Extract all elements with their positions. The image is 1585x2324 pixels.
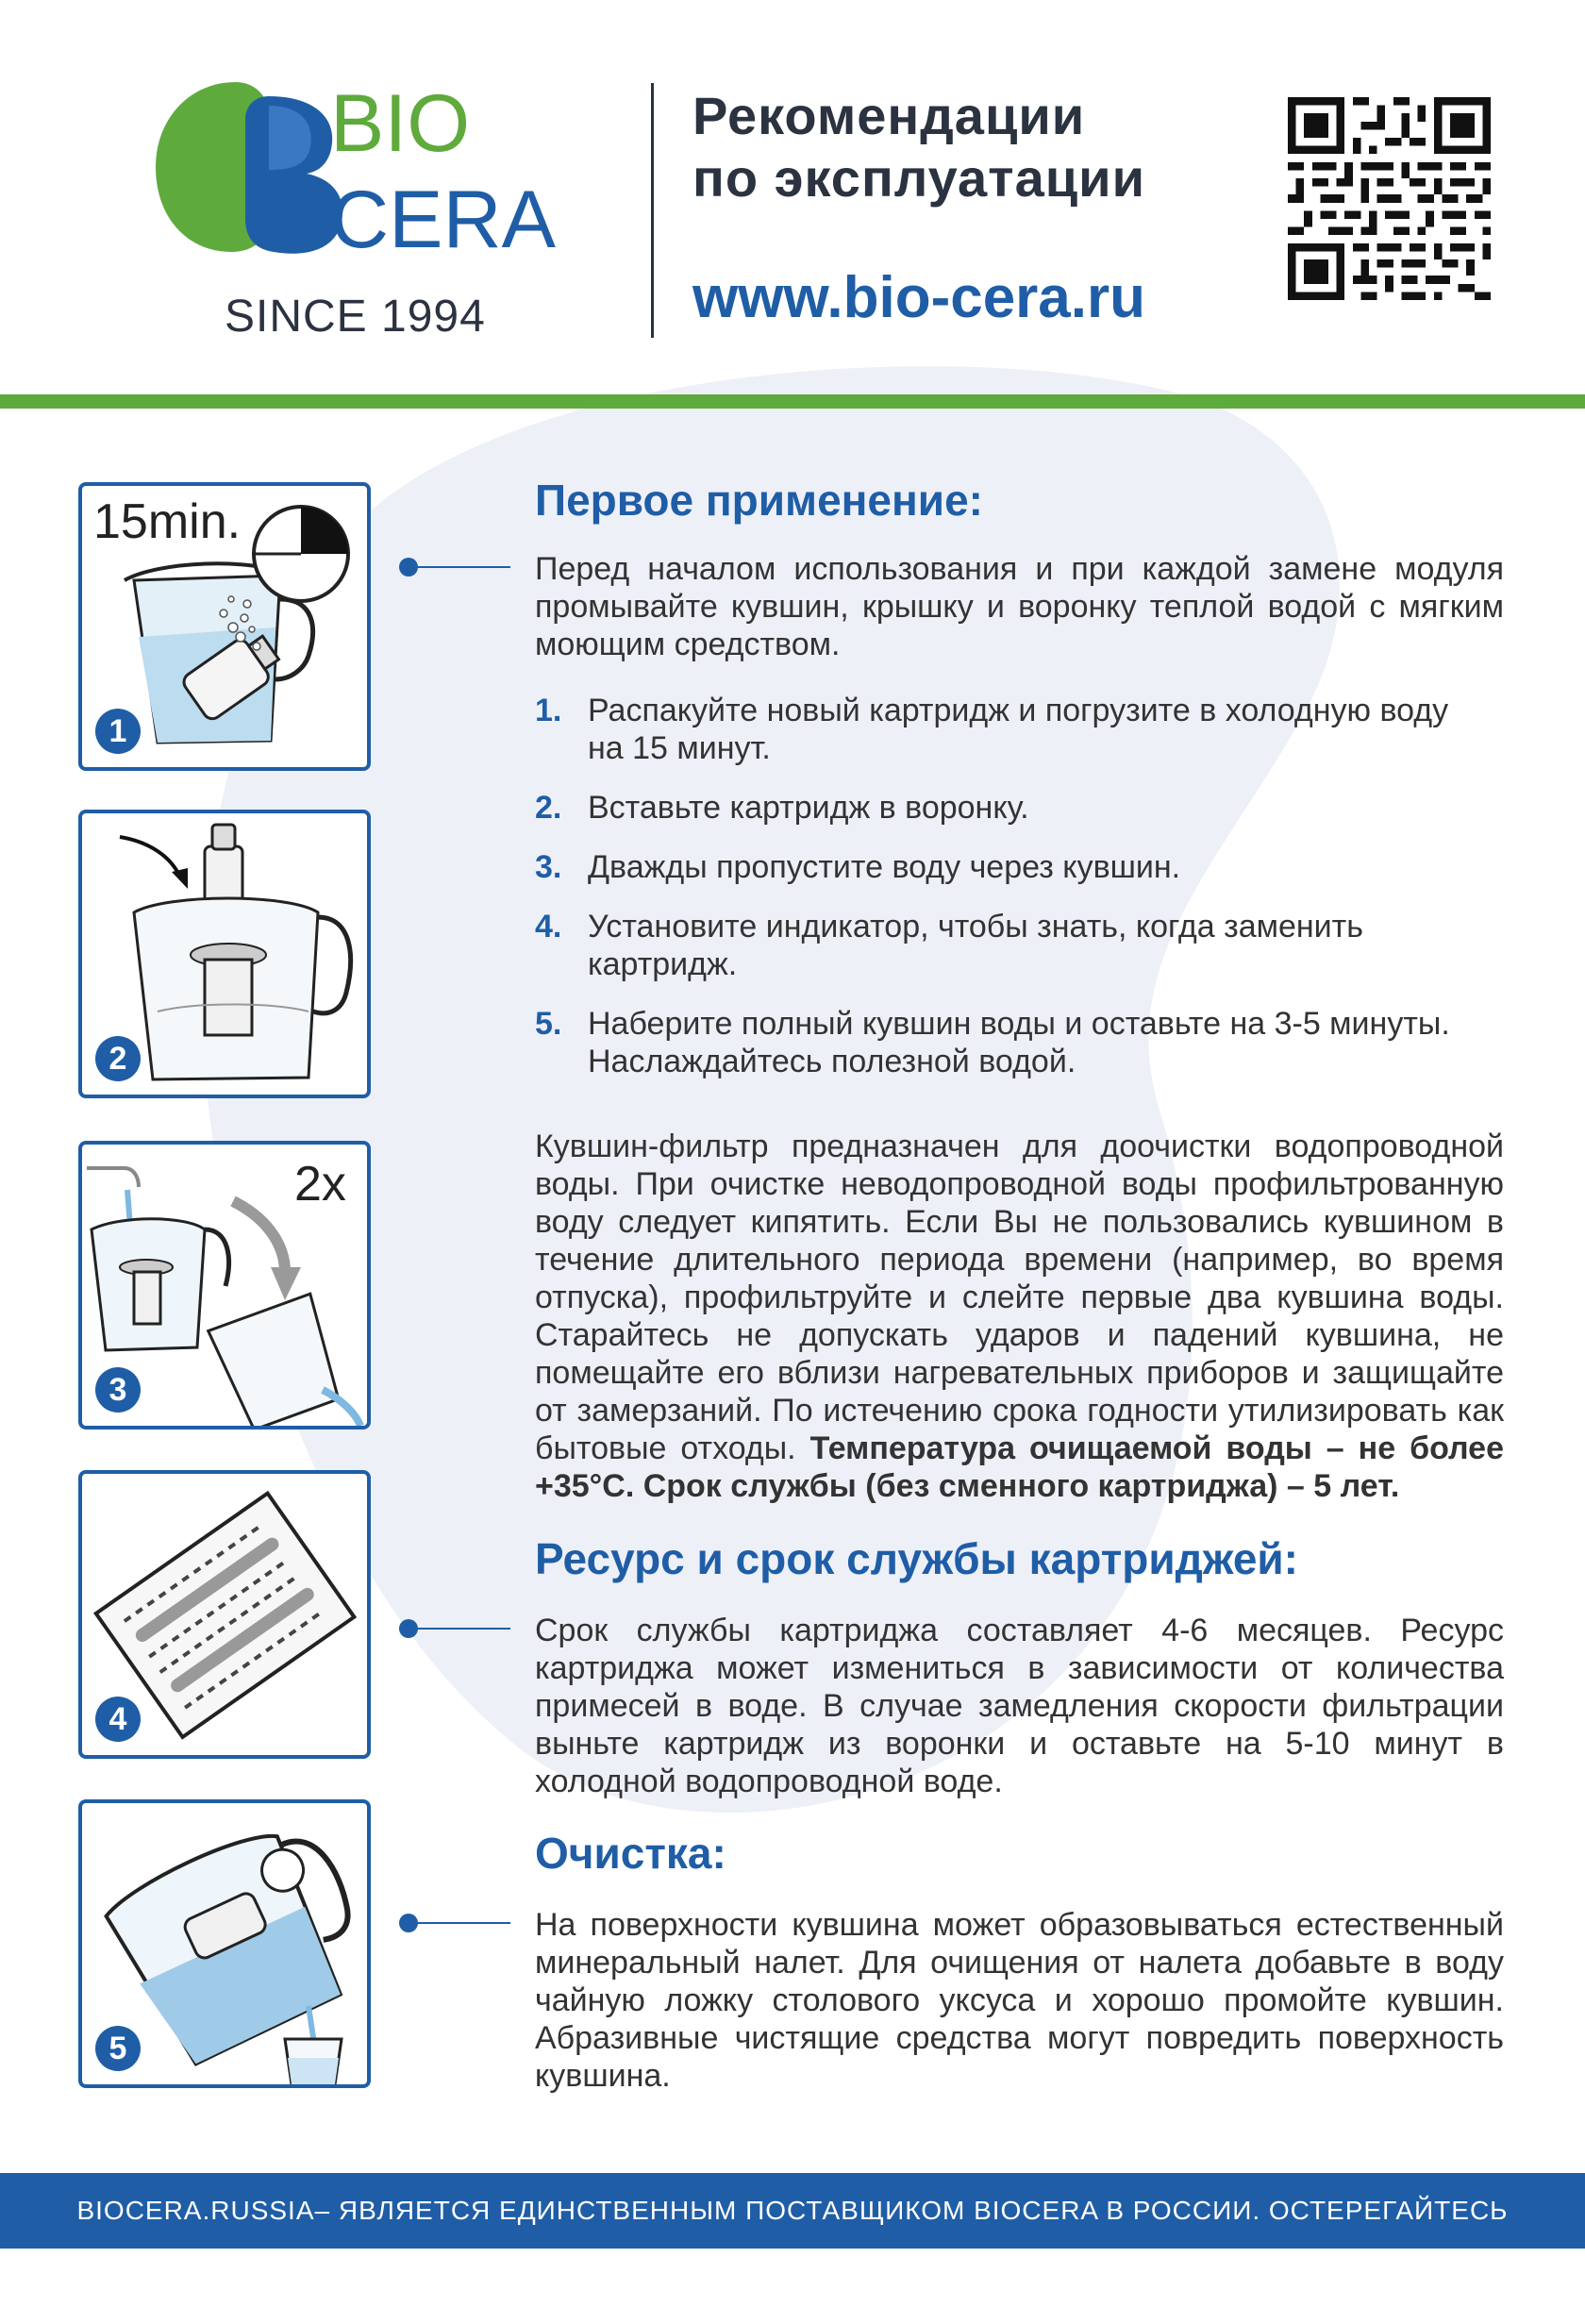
step-num: 3. bbox=[535, 849, 562, 885]
first-use-body-text: Кувшин-фильтр предназначен для доочистки водопроводной воды. При очистке неводопроводной воды профильтрованную воду следует кипятить. Если Вы не пользовались кувшином в течение длительного периода времени (например, во время отпуска), профильтруйте и слейте первые два кувшина воды. Старайтесь не допускать ударов и падений кувшина, не помещайте его вблизи нагревательных приборов и защищайте от замерзаний. По истечению срока годности утилизировать как бытовые отходы. bbox=[535, 1129, 1504, 1466]
list-item bbox=[535, 848, 1478, 886]
first-use-body-bold: Температура очищаемой воды – не более +35°С. Срок службы (без сменного картриджа) – 5 лет. bbox=[535, 1430, 1504, 1504]
step-number-badge: 3 bbox=[95, 1367, 141, 1413]
step-panel-2 bbox=[78, 810, 371, 1098]
step-num: 4. bbox=[535, 909, 562, 945]
step-panel-5 bbox=[78, 1799, 371, 2088]
step-number-badge: 2 bbox=[95, 1036, 141, 1081]
repeat-count-label: 2x bbox=[294, 1157, 346, 1212]
qr-code-icon[interactable] bbox=[1288, 97, 1491, 300]
connector-cleaning bbox=[399, 1914, 512, 1934]
resource-text: Срок службы картриджа составляет 4-6 месяцев. Ресурс картриджа может измениться в зависимости от количества примесей в воде. В случае замедления скорости фильтрации выньте картридж из воронки и оставьте на 5-10 минут в холодной водопроводной воде. bbox=[535, 1613, 1504, 1799]
title-line-2: по эксплуатации bbox=[692, 148, 1146, 208]
logo-bio: BIO bbox=[330, 78, 471, 169]
step-text: Вставьте картридж в воронку. bbox=[588, 790, 1029, 826]
page-title bbox=[692, 85, 1145, 209]
section-title-first-use: Первое применение: bbox=[535, 476, 983, 525]
step-panel-1 bbox=[78, 482, 371, 771]
header-green-bar bbox=[0, 394, 1585, 409]
website-link[interactable]: www.bio-cera.ru bbox=[692, 265, 1146, 330]
step-panel-4 bbox=[78, 1470, 371, 1759]
step-num: 1. bbox=[535, 693, 562, 728]
first-use-body bbox=[535, 1128, 1504, 1505]
step-number-badge: 5 bbox=[95, 2026, 141, 2071]
list-item bbox=[535, 692, 1478, 767]
header-divider bbox=[651, 83, 654, 338]
soak-time-label: 15min. bbox=[93, 494, 242, 549]
step-num: 5. bbox=[535, 1006, 562, 1042]
title-line-1: Рекомендации bbox=[692, 86, 1086, 145]
section-title-cleaning: Очистка: bbox=[535, 1829, 726, 1878]
connector-first-use bbox=[399, 558, 512, 578]
step-number-badge: 1 bbox=[95, 709, 141, 754]
step-num: 2. bbox=[535, 790, 562, 826]
step-text: Установите индикатор, чтобы знать, когда заменить картридж. bbox=[588, 909, 1363, 982]
step-number-badge: 4 bbox=[95, 1697, 141, 1742]
list-item bbox=[535, 789, 1478, 827]
connector-resource bbox=[399, 1619, 512, 1640]
step-text: Наберите полный кувшин воды и оставьте на 3-5 минуты. Наслаждайтесь полезной водой. bbox=[588, 1006, 1450, 1079]
logo-cera: CERA bbox=[330, 175, 556, 257]
cleaning-text: На поверхности кувшина может образовываться естественный минеральный налет. Для очищения от налета добавьте в воду чайную ложку столового уксуса и хорошо промойте кувшин. Абразивные чистящие средства могут повредить поверхность кувшина. bbox=[535, 1907, 1504, 2094]
first-use-steps bbox=[535, 692, 1478, 1080]
section-title-resource: Ресурс и срок службы картриджей: bbox=[535, 1534, 1298, 1583]
biocera-logo bbox=[151, 77, 566, 257]
list-item bbox=[535, 1005, 1478, 1080]
footer-banner: BIOCERA.RUSSIA– ЯВЛЯЕТСЯ ЕДИНСТВЕННЫМ ПОСТАВЩИКОМ BIOCERA В РОССИИ. ОСТЕРЕГАЙТЕСЬ ПОДДЕЛОК bbox=[0, 2173, 1585, 2249]
list-item bbox=[535, 908, 1478, 983]
step-panel-3 bbox=[78, 1141, 371, 1430]
step-text: Распакуйте новый картридж и погрузите в холодную воду на 15 минут. bbox=[588, 693, 1449, 766]
step-text: Дважды пропустите воду через кувшин. bbox=[588, 849, 1181, 885]
since-label: SINCE 1994 bbox=[225, 292, 486, 342]
first-use-intro: Перед началом использования и при каждой замене модуля промывайте кувшин, крышку и воронку теплой водой с мягким моющим средством. bbox=[535, 551, 1504, 662]
